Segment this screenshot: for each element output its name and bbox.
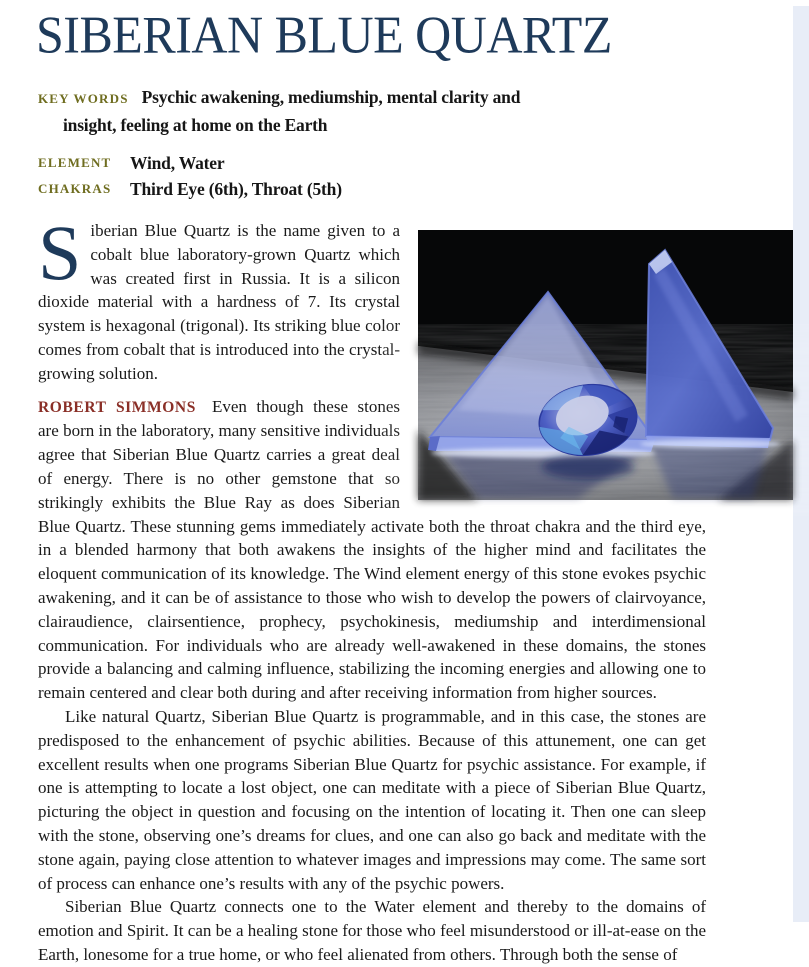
page-title: SIBERIAN BLUE QUARTZ <box>36 4 612 65</box>
stone-attributes <box>38 84 706 202</box>
programming-paragraph: Like natural Quartz, Siberian Blue Quartz is programmable, and in this case, the stones are predisposed to the enhancement of psychic abilities. Because of this attunement, one can get excellent results when one programs Siberian Blue Quartz for psychic assistance. For example, if one is attempting to locate a lost object, one can meditate with a piece of Siberian Blue Quartz, picturing the object in question and focusing on the intention of locating it. Then one can sleep with the stone, observing one’s dreams for clues, and one can also go back and meditate with the stone again, paying close attention to whatever images and impressions may come. The same sort of process can enhance one’s results with any of the psychic powers. <box>38 706 706 893</box>
page-edge-strip <box>793 6 809 922</box>
chakras-value: Third Eye (6th), Throat (5th) <box>130 179 342 199</box>
drop-cap: S <box>38 209 82 296</box>
element-label: ELEMENT <box>38 155 112 170</box>
chakras-label: CHAKRAS <box>38 181 112 196</box>
book-page <box>0 4 809 964</box>
author-label: ROBERT SIMMONS <box>38 398 196 416</box>
key-words-label: KEY WORDS <box>38 91 129 106</box>
intro-text: iberian Blue Quartz is the name given to a cobalt blue laboratory-grown Quartz which was created first in Russia. It is a silicon dioxide material with a hardness of 7. Its crystal system is hexagonal (trigonal). Its striking blue color comes from cobalt that is introduced into the crystal-growing solution. <box>38 221 400 383</box>
simmons-text: Even though these stones are born in the laboratory, many sensitive individuals agree that Siberian Blue Quartz carries a great deal of energy. There is no other gemstone that so strikingly exhibits the Blue Ray as does Siberian Blue Quartz. These stunning gems immediately activate both the throat chakra and the third eye, in a blended harmony that both awakens the insights of the higher mind and facilitates the eloquent communication of its knowledge. The Wind element energy of this stone evokes psychic awakening, and it can be of assistance to those who wish to develop the powers of clairvoyance, clairaudience, clairsentience, prophecy, psychokinesis, mediumship and interdimensional communication. For individuals who are already well-awakened in these domains, the stones provide a balancing and calming influence, stabilizing the incoming energies and allowing one to remain centered and clear both during and after receiving information from higher sources. <box>38 396 706 703</box>
siberian-blue-quartz-photo <box>418 230 793 500</box>
water-element-paragraph: Siberian Blue Quartz connects one to the Water element and thereby to the domains of emotion and Spirit. It can be a healing stone for those who feel misunderstood or ill-at-ease on the Earth, lonesome for a true home, or who feel alienated from others. Through both the sense of <box>38 897 706 964</box>
page-content <box>38 6 706 967</box>
element-row <box>38 150 706 176</box>
intro-section <box>38 209 706 705</box>
chakras-row <box>38 176 706 202</box>
element-value: Wind, Water <box>130 153 225 173</box>
key-words-row <box>38 84 533 140</box>
key-words-value: Psychic awakening, mediumship, mental clarity and insight, feeling at home on the Earth <box>63 87 521 135</box>
quartz-photo-illustration <box>418 230 793 500</box>
